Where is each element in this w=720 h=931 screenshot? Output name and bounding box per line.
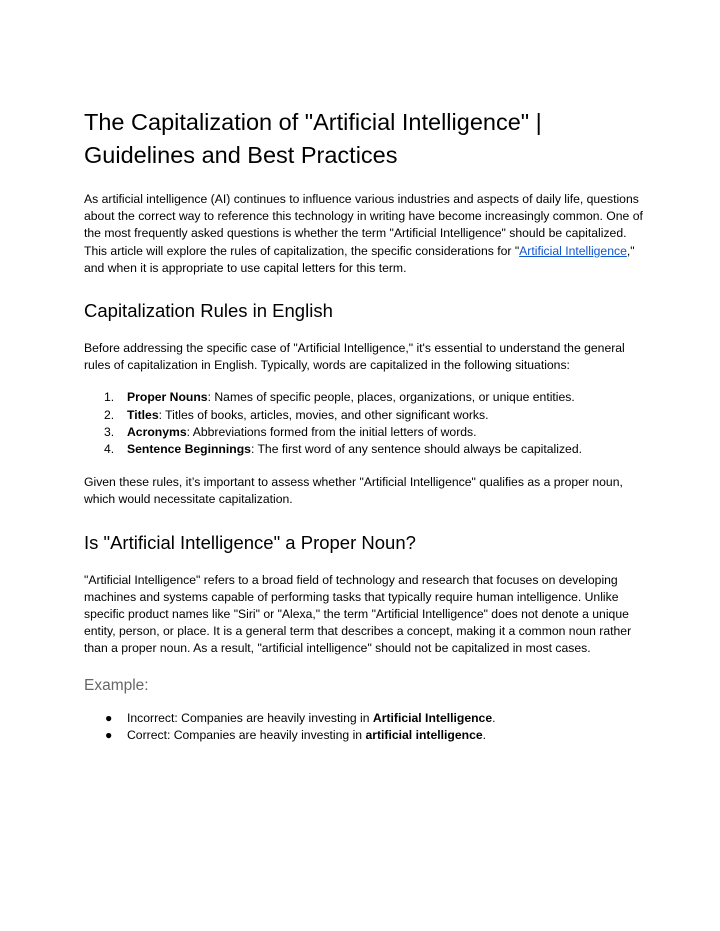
list-item-description: : Names of specific people, places, organizations, or unique entities. <box>207 390 575 405</box>
list-item-term: Titles <box>127 407 159 422</box>
list-item <box>84 424 644 441</box>
example-heading: Example: <box>84 676 149 694</box>
document-page <box>84 106 644 744</box>
list-number: 3. <box>104 424 115 439</box>
proper-noun-paragraph: "Artificial Intelligence" refers to a broad field of technology and research that focuses on developing machines and systems capable of performing tasks that typically require human intelligence. Unlike specific product names like "Siri" or "Alexa," the term "Artificial Intelligence" does not denote a unique entity, person, or place. It is a general term that describes a concept, making it a common noun rather than a proper noun. As a result, "artificial intelligence" should not be capitalized in most cases. <box>84 572 632 656</box>
section-heading-capitalization-rules: Capitalization Rules in English <box>84 300 333 322</box>
list-item-term: Acronyms <box>127 424 187 439</box>
example-bold-term: artificial intelligence <box>365 727 483 742</box>
list-item-term: Sentence Beginnings <box>127 442 251 457</box>
list-number: 4. <box>104 442 115 457</box>
list-item-description: : The first word of any sentence should always be capitalized. <box>250 442 582 457</box>
list-item-description: : Abbreviations formed from the initial letters of words. <box>186 424 477 439</box>
artificial-intelligence-link[interactable]: Artificial Intelligence <box>519 243 627 258</box>
list-item <box>84 727 644 744</box>
list-item <box>84 389 644 406</box>
rules-intro-paragraph: Before addressing the specific case of "Artificial Intelligence," it's essential to understand the general rules of capitalization in English. Typically, words are capitalized in the following situations: <box>84 341 625 373</box>
intro-text-before-link: As artificial intelligence (AI) continues to influence various industries and aspects of daily life, questions about the correct way to reference this technology in writing have become increasingly common. One of the most frequently asked questions is whether the term "Artificial Intelligence" should be capitalized. This article will explore the rules of capitalization, the specific considerations for " <box>84 192 643 258</box>
example-bold-term: Artificial Intelligence <box>372 710 493 725</box>
list-item <box>84 710 644 727</box>
bullet-icon: ● <box>105 710 113 725</box>
example-text: Correct: Companies are heavily investing in <box>127 727 366 742</box>
bullet-icon: ● <box>105 727 113 742</box>
intro-paragraph <box>84 191 644 277</box>
list-item-term: Proper Nouns <box>127 390 208 405</box>
example-suffix: . <box>482 727 487 742</box>
list-item <box>84 407 644 424</box>
list-item-description: : Titles of books, articles, movies, and other significant works. <box>158 407 489 422</box>
list-number: 1. <box>104 390 115 405</box>
rules-closing-paragraph: Given these rules, it’s important to assess whether "Artificial Intelligence" qualifies as a proper noun, which would necessitate capitalization. <box>84 475 623 507</box>
example-text: Incorrect: Companies are heavily investing in <box>127 710 373 725</box>
list-number: 2. <box>104 407 115 422</box>
section-heading-proper-noun: Is "Artificial Intelligence" a Proper Noun? <box>84 531 416 553</box>
example-list <box>84 710 644 744</box>
capitalization-rules-list <box>84 389 644 458</box>
intro-text-after-link: ," and when it is appropriate to use capital letters for this term. <box>84 243 635 275</box>
document-title: The Capitalization of "Artificial Intelligence" | Guidelines and Best Practices <box>84 109 542 168</box>
example-suffix: . <box>492 710 496 725</box>
list-item <box>84 441 644 458</box>
